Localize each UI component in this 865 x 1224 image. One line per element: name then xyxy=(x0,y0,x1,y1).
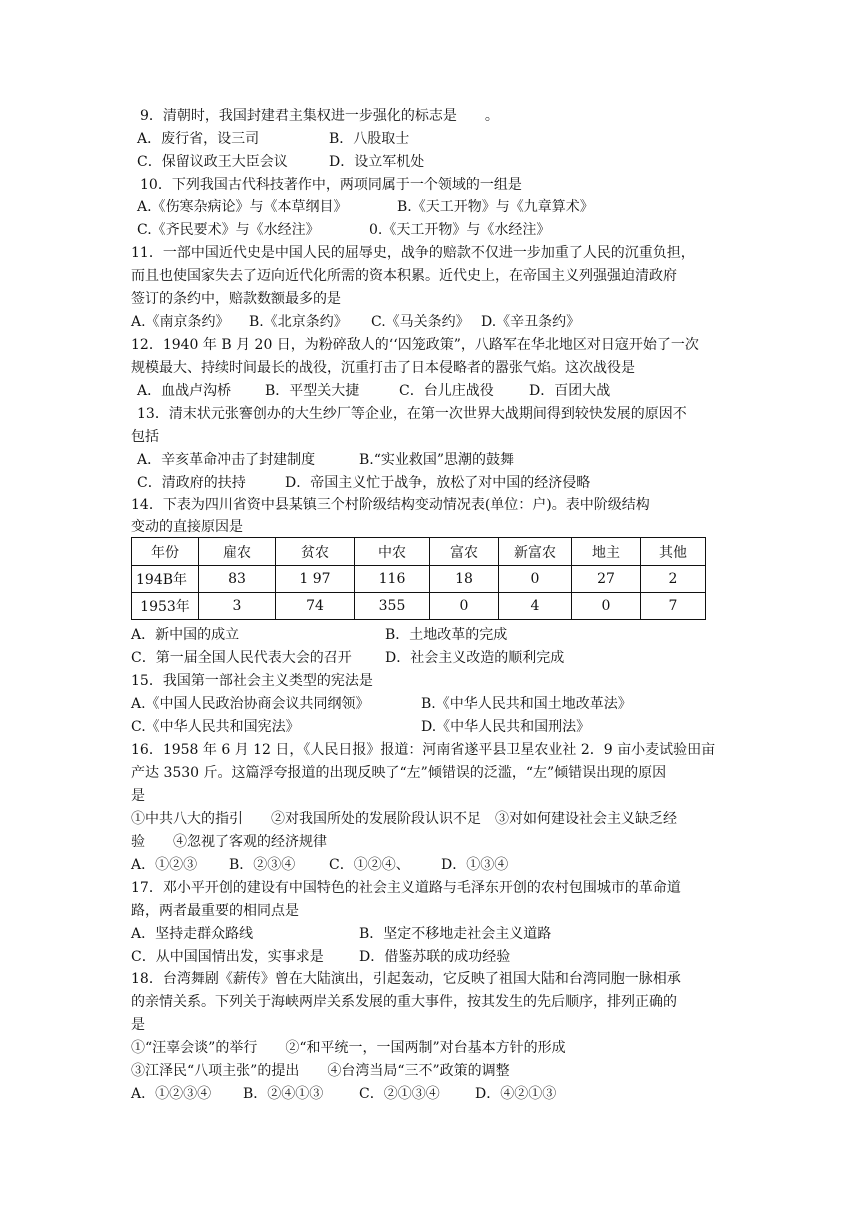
table-header-cell: 贫农 xyxy=(276,538,355,566)
table-cell: 4 xyxy=(499,593,572,620)
q13-line2: 包括 xyxy=(131,429,159,445)
table-header-cell: 年份 xyxy=(132,538,199,566)
table-cell: 0 xyxy=(499,566,572,593)
q13-options-cd xyxy=(137,472,590,494)
q15-option-a: A.《中国人民政治协商会议共同纲领》 xyxy=(131,696,370,712)
q11-option-b: B.《北京条约》 xyxy=(249,314,348,330)
table-header-row xyxy=(132,538,706,566)
table-header-cell: 新富农 xyxy=(499,538,572,566)
q9-option-b: B．八股取士 xyxy=(329,131,410,147)
q12-options xyxy=(137,380,610,402)
q17-line1: 17．邓小平开创的建设有中国特色的社会主义道路与毛泽东开创的农村包围城市的革命道 xyxy=(131,880,681,896)
q15-option-c: C.《中华人民共和国宪法》 xyxy=(131,719,300,735)
q17-options-cd xyxy=(131,946,510,968)
table-cell: 74 xyxy=(276,593,355,620)
table-cell: 0 xyxy=(572,593,641,620)
q10-options-ab xyxy=(137,196,594,218)
q15-option-d: D.《中华人民共和国刑法》 xyxy=(421,719,591,735)
q18-option-a: A．①②③④ xyxy=(131,1086,212,1102)
q12-option-b: B．平型关大捷 xyxy=(265,383,360,399)
q11-line1: 11．一部中国近代史是中国人民的屈辱史，战争的赔款不仅进一步加重了人民的沉重负担， xyxy=(131,245,695,261)
q17-options-ab xyxy=(131,923,551,945)
table-cell: 2 xyxy=(641,566,706,593)
q14-options-ab xyxy=(131,624,507,646)
q11-line2: 而且也使国家失去了迈向近代化所需的资本积累。近代史上，在帝国主义列强强迫清政府 xyxy=(131,268,677,284)
q10-option-b: B.《天工开物》与《九章算术》 xyxy=(397,199,594,215)
q13-option-b: B.“实业救国”思潮的鼓舞 xyxy=(359,452,515,468)
q16-option-c: C．①②④、 xyxy=(329,857,410,873)
q17-option-a: A．坚持走群众路线 xyxy=(131,926,254,942)
q13-option-d: D．帝国主义忙于战争，放松了对中国的经济侵略 xyxy=(285,475,591,491)
q14-line1: 14．下表为四川省资中县某镇三个村阶级结构变动情况表(单位：户)。表中阶级结构 xyxy=(131,497,650,513)
q13-line1: 13．清末状元张謇创办的大生纱厂等企业，在第一次世界大战期间得到较快发展的原因不 xyxy=(137,406,687,422)
table-row xyxy=(132,566,706,593)
table-cell: 355 xyxy=(355,593,430,620)
table-header-cell: 富农 xyxy=(430,538,499,566)
q15-options-cd xyxy=(131,716,590,738)
q9-options-ab xyxy=(137,128,409,150)
q11-option-c: C.《马关条约》 xyxy=(371,314,470,330)
table-cell: 1953年 xyxy=(132,593,199,620)
q10-stem: 10．下列我国古代科技著作中，两项同属于一个领域的一组是 xyxy=(140,177,522,193)
q18-line1: 18．台湾舞剧《薪传》曾在大陆演出，引起轰动，它反映了祖国大陆和台湾同胞一脉相承 xyxy=(131,971,681,987)
table-header-cell: 中农 xyxy=(355,538,430,566)
q18-line2: 的亲情关系。下列关于海峡两岸关系发展的重大事件，按其发生的先后顺序，排列正确的 xyxy=(131,994,677,1010)
q15-options-ab xyxy=(131,693,632,715)
q11-option-d: D.《辛丑条约》 xyxy=(481,314,581,330)
q12-line2: 规模最大、持续时间最长的战役，沉重打击了日本侵略者的嚣张气焰。这次战役是 xyxy=(131,360,635,376)
q14-option-c: C．第一届全国人民代表大会的召开 xyxy=(131,650,352,666)
q10-option-d: 0.《天工开物》与《水经注》 xyxy=(369,222,551,238)
table-header-cell: 地主 xyxy=(572,538,641,566)
class-structure-table xyxy=(131,537,706,620)
q9-stem: 9．清朝时，我国封建君主集权进一步强化的标志是 。 xyxy=(140,108,499,124)
table-cell: 0 xyxy=(430,593,499,620)
table-cell: 1 97 xyxy=(276,566,355,593)
q12-option-a: A．血战卢沟桥 xyxy=(137,383,232,399)
q14-options-cd xyxy=(131,647,564,669)
table-header-cell: 其他 xyxy=(641,538,706,566)
table-cell: 18 xyxy=(430,566,499,593)
q16-line4: ①中共八大的指引 ②对我国所处的发展阶段认识不足 ③对如何建设社会主义缺乏经 xyxy=(131,811,677,827)
q14-option-d: D．社会主义改造的顺利完成 xyxy=(385,650,565,666)
q13-option-a: A．辛亥革命冲击了封建制度 xyxy=(137,452,316,468)
q10-option-c: C.《齐民要术》与《水经注》 xyxy=(137,222,320,238)
q17-line2: 路，两者最重要的相同点是 xyxy=(131,903,299,919)
q16-line2: 产达 3530 斤。这篇浮夸报道的出现反映了“左”倾错误的泛滥，“左”倾错误出现的原因 xyxy=(131,765,667,781)
q14-option-a: A．新中国的成立 xyxy=(131,627,240,643)
q12-line1: 12．1940 年 B 月 20 日，为粉碎敌人的‘‘囚笼政策”，八路军在华北地区对日寇开始了一次 xyxy=(131,337,699,353)
q9-option-c: C．保留议政王大臣会议 xyxy=(137,154,288,170)
q15-option-b: B.《中华人民共和国土地改革法》 xyxy=(421,696,632,712)
q18-option-b: B．②④①③ xyxy=(243,1086,324,1102)
q18-option-d: D．④②①③ xyxy=(475,1086,557,1102)
q18-options xyxy=(131,1083,556,1105)
q14-option-b: B．土地改革的完成 xyxy=(385,627,508,643)
table-cell: 116 xyxy=(355,566,430,593)
q12-option-d: D．百团大战 xyxy=(529,383,611,399)
q11-option-a: A.《南京条约》 xyxy=(131,314,230,330)
q18-line3: 是 xyxy=(131,1017,145,1033)
q9-options-cd xyxy=(137,151,424,173)
table-cell: 27 xyxy=(572,566,641,593)
table-cell: 7 xyxy=(641,593,706,620)
q18-line5: ③江泽民“八项主张”的提出 ④台湾当局“三不”政策的调整 xyxy=(131,1063,510,1079)
q16-line5: 验 ④忽视了客观的经济规律 xyxy=(131,834,327,850)
q11-line3: 签订的条约中，赔款数额最多的是 xyxy=(131,291,341,307)
q13-option-c: C．清政府的扶持 xyxy=(137,475,246,491)
q9-option-a: A．废行省，设三司 xyxy=(137,131,260,147)
q10-option-a: A.《伤寒杂病论》与《本草纲目》 xyxy=(137,199,348,215)
q16-line3: 是 xyxy=(131,788,145,804)
table-row xyxy=(132,593,706,620)
q11-options xyxy=(131,311,580,333)
q9-option-d: D．设立军机处 xyxy=(329,154,425,170)
q16-line1: 16．1958 年 6 月 12 日，《人民日报》报道：河南省遂平县卫星农业社 2．9 亩小麦试验田亩 xyxy=(131,742,716,758)
q13-options-ab xyxy=(137,449,514,471)
q16-options xyxy=(131,854,508,876)
q16-option-a: A．①②③ xyxy=(131,857,198,873)
table-cell: 3 xyxy=(199,593,276,620)
table-cell: 83 xyxy=(199,566,276,593)
table-cell: 194B年 xyxy=(132,566,199,593)
q18-line4: ①“汪辜会谈”的举行 ②“和平统一，一国两制”对台基本方针的形成 xyxy=(131,1040,566,1056)
q10-options-cd xyxy=(137,219,550,241)
q17-option-c: C．从中国国情出发，实事求是 xyxy=(131,949,324,965)
q17-option-d: D．借鉴苏联的成功经验 xyxy=(359,949,511,965)
q18-option-c: C．②①③④ xyxy=(359,1086,440,1102)
table-header-cell: 雇农 xyxy=(199,538,276,566)
q17-option-b: B．坚定不移地走社会主义道路 xyxy=(359,926,552,942)
q12-option-c: C．台儿庄战役 xyxy=(399,383,494,399)
q16-option-b: B．②③④ xyxy=(229,857,296,873)
q14-line2: 变动的直接原因是 xyxy=(131,519,243,535)
q16-option-d: D．①③④ xyxy=(441,857,509,873)
q15-stem: 15．我国第一部社会主义类型的宪法是 xyxy=(131,673,373,689)
